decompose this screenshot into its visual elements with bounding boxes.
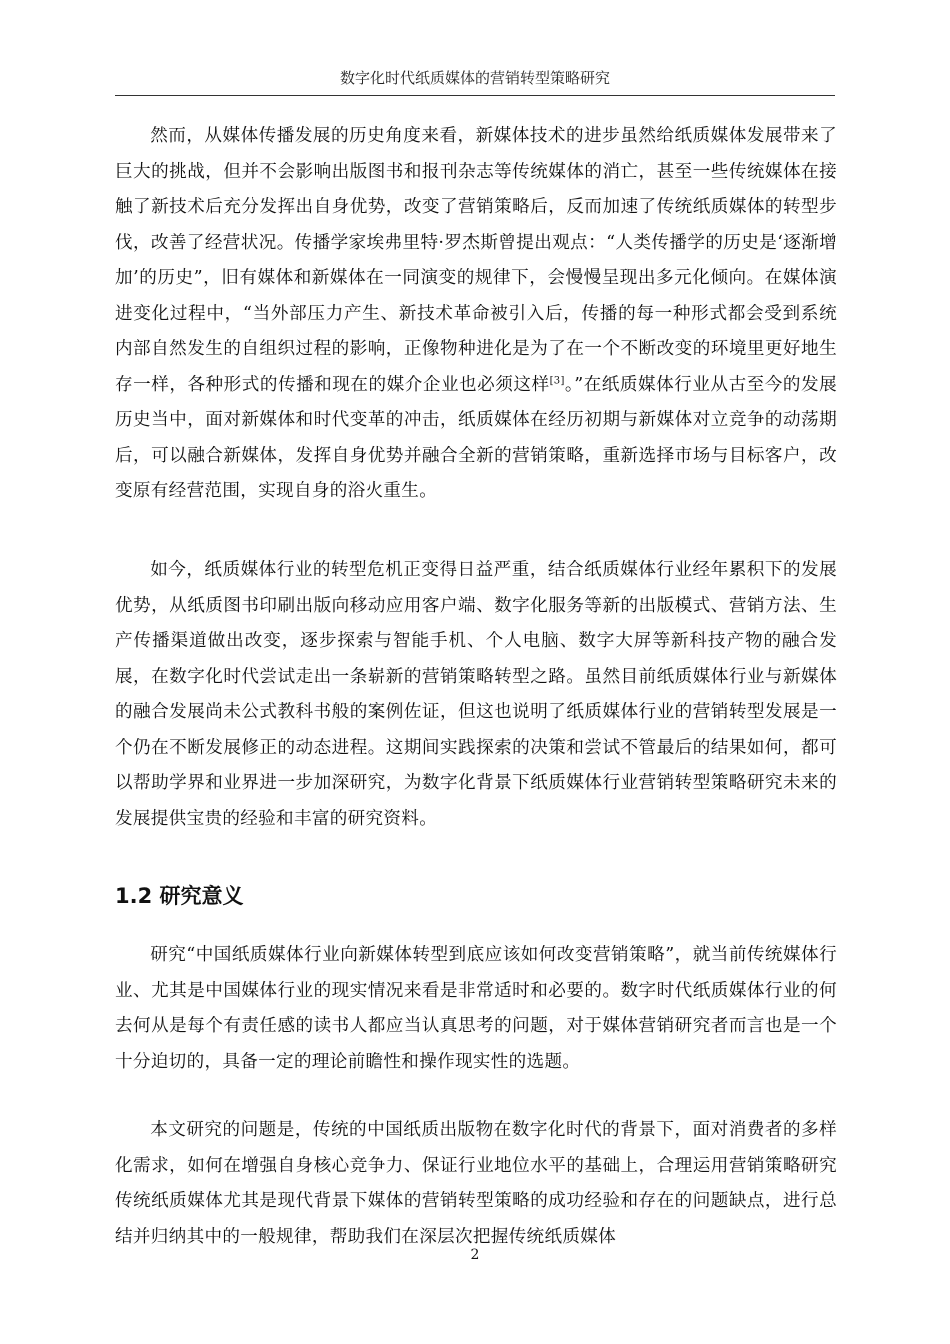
page-number: 2 xyxy=(470,1247,480,1263)
section-heading: 1.2 研究意义 xyxy=(115,884,244,908)
body-paragraph xyxy=(115,119,837,510)
paragraph-text: 。”在纸质媒体行业从古至今的发展历史当中，面对新媒体和时代变革的冲击，纸质媒体在经历初期与新媒体对立竞争的动荡期后，可以融合新媒体，发挥自身优势并融合全新的营销策略，重新选择市场与目标客户，改变原有经营范围，实现自身的浴火重生。 xyxy=(115,374,837,501)
body-paragraph: 如今，纸质媒体行业的转型危机正变得日益严重，结合纸质媒体行业经年累积下的发展优势，从纸质图书印刷出版向移动应用客户端、数字化服务等新的出版模式、营销方法、生产传播渠道做出改变，逐步探索与智能手机、个人电脑、数字大屏等新科技产物的融合发展，在数字化时代尝试走出一条崭新的营销策略转型之路。虽然目前纸质媒体行业与新媒体的融合发展尚未公式教科书般的案例佐证，但这也说明了纸质媒体行业的营销转型发展是一个仍在不断发展修正的动态进程。这期间实践探索的决策和尝试不管最后的结果如何，都可以帮助学界和业界进一步加深研究，为数字化背景下纸质媒体行业营销转型策略研究未来的发展提供宝贵的经验和丰富的研究资料。 xyxy=(115,560,837,829)
header-rule xyxy=(115,95,835,96)
body-paragraph: 研究“中国纸质媒体行业向新媒体转型到底应该如何改变营销策略”，就当前传统媒体行业、尤其是中国媒体行业的现实情况来看是非常适时和必要的。数字时代纸质媒体行业的何去何从是每个有责任感的读书人都应当认真思考的问题，对于媒体营销研究者而言也是一个十分迫切的，具备一定的理论前瞻性和操作现实性的选题。 xyxy=(115,945,837,1072)
citation-marker: [3] xyxy=(549,375,565,386)
paragraph-text: 然而，从媒体传播发展的历史角度来看，新媒体技术的进步虽然给纸质媒体发展带来了巨大的挑战，但并不会影响出版图书和报刊杂志等传统媒体的消亡，甚至一些传统媒体在接触了新技术后充分发挥出自身优势，改变了营销策略后，反而加速了传统纸质媒体的转型步伐，改善了经营状况。传播学家埃弗里特·罗杰斯曾提出观点：“人类传播学的历史是‘逐渐增加’的历史”，旧有媒体和新媒体在一同演变的规律下，会慢慢呈现出多元化倾向。在媒体演进变化过程中，“当外部压力产生、新技术革命被引入后，传播的每一种形式都会受到系统内部自然发生的自组织过程的影响，正像物种进化是为了在一个不断改变的环境里更好地生存一样，各种形式的传播和现在的媒介企业也必须这样 xyxy=(115,126,837,395)
running-header: 数字化时代纸质媒体的营销转型策略研究 xyxy=(339,69,610,87)
body-paragraph: 本文研究的问题是，传统的中国纸质出版物在数字化时代的背景下，面对消费者的多样化需求，如何在增强自身核心竞争力、保证行业地位水平的基础上，合理运用营销策略研究传统纸质媒体尤其是现代背景下媒体的营销转型策略的成功经验和存在的问题缺点，进行总结并归纳其中的一般规律，帮助我们在深层次把握传统纸质媒体 xyxy=(115,1120,837,1247)
